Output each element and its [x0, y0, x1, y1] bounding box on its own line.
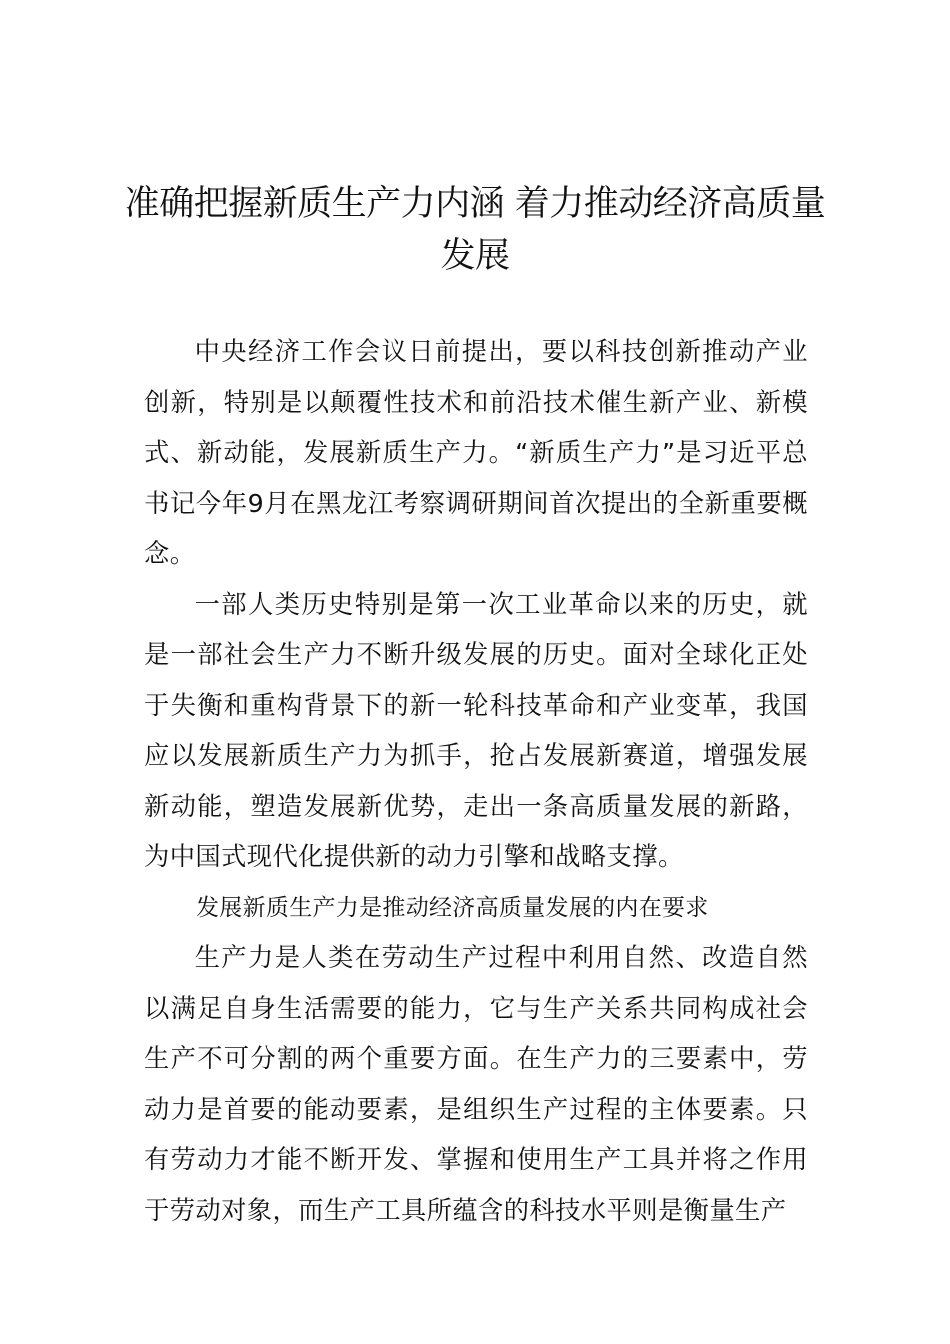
paragraph-3: 生产力是人类在劳动生产过程中利用自然、改造自然以满足自身生活需要的能力，它与生产关系共同构成社会生产不可分割的两个重要方面。在生产力的三要素中，劳动力是首要的能动要素，是组织生产过程的主体要素。只有劳动力才能不断开发、掌握和使用生产工具并将之作用于劳动对象，而生产工具所蕴含的科技水平则是衡量生产 [144, 943, 808, 1225]
document-title: 准确把握新质生产力内涵 着力推动经济高质量发展 [124, 184, 826, 276]
paragraph-2: 一部人类历史特别是第一次工业革命以来的历史，就是一部社会生产力不断升级发展的历史。面对全球化正处于失衡和重构背景下的新一轮科技革命和产业变革，我国应以发展新质生产力为抓手，抢占发展新赛道，增强发展新动能，塑造发展新优势，走出一条高质量发展的新路，为中国式现代化提供新的动力引擎和战略支撑。 [144, 589, 808, 871]
section-heading: 发展新质生产力是推动经济高质量发展的内在要求 [196, 894, 709, 921]
document-body [144, 327, 808, 1236]
paragraph-1: 中央经济工作会议日前提出，要以科技创新推动产业创新，特别是以颠覆性技术和前沿技术催生新产业、新模式、新动能，发展新质生产力。“新质生产力”是习近平总书记今年9月在黑龙江考察调研期间首次提出的全新重要概念。 [144, 337, 808, 568]
